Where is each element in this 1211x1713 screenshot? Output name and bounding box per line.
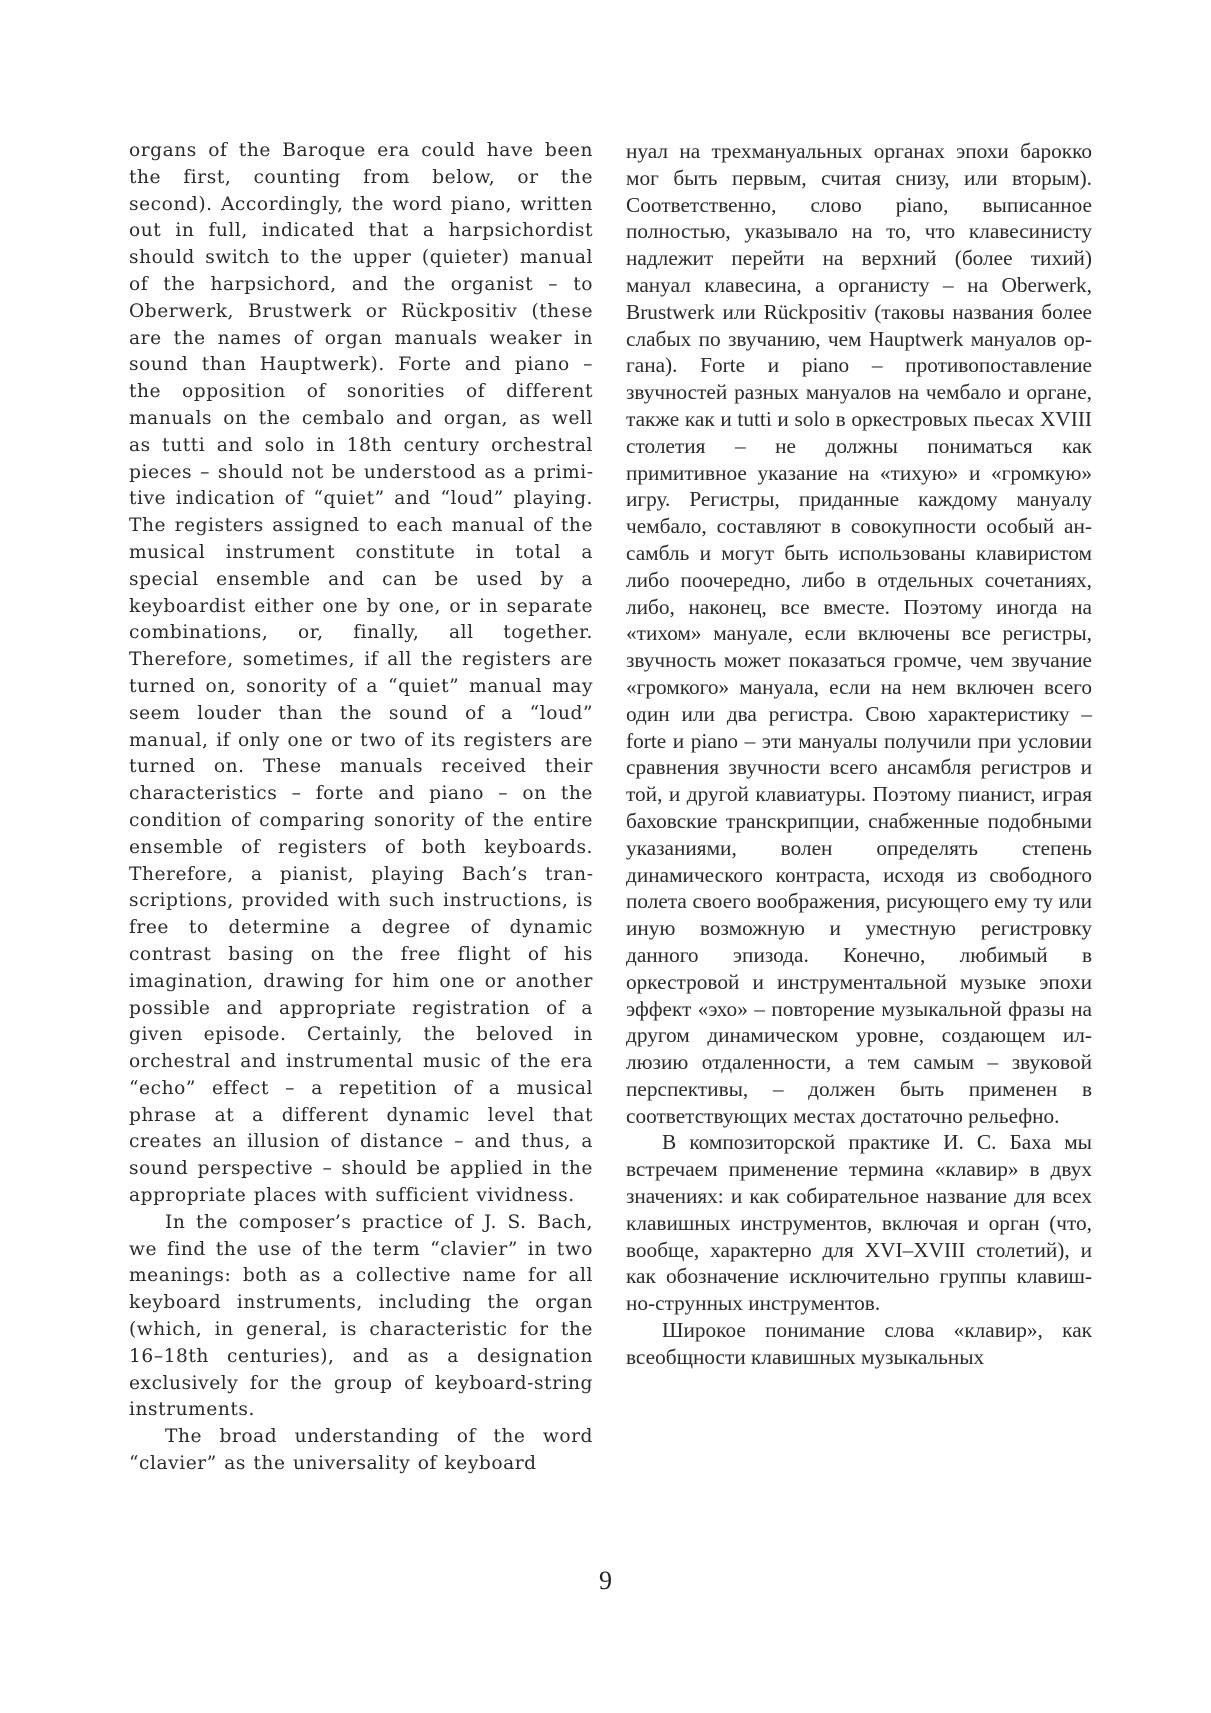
english-paragraph-1: organs of the Baroque era could have been the first, counting from below, or the second). Accordingly, the word piano, written out in full, indicated that a harpsichordist should switch to the upper (quieter) manual of the harpsichord, and the organist – to Oberwerk, Brustwerk or Rückpositiv (these are the names of organ manuals weaker in sound than Hauptwerk). Forte and piano – the opposition of sonorities of different manuals on the cembalo and organ, as well as tutti and solo in 18th century orchestral pieces – should not be understood as a primitive indication of “quiet” and “loud” playing. The registers assigned to each manual of the musical instrument constitute in total a special ensemble and can be used by a keyboardist either one by one, or in separate combinations, or, finally, all together. Therefore, sometimes, if all the registers are turned on, sonority of a “quiet” manual may seem louder than the sound of a “loud” manual, if only one or two of its registers are turned on. These manuals received their characteristics – forte and piano – on the condition of comparing sonority of the entire ensemble of registers of both keyboards. Therefore, a pianist, playing Bach’s transcriptions, provided with such instructions, is free to determine a degree of dynamic contrast basing on the free flight of his imagination, drawing for him one or another possible and appropriate registration of a given episode. Certainly, the beloved in orchestral and instrumental music of the era “echo” effect – a repetition of a musical phrase at a different dynamic level that creates an illusion of distance – and thus, a sound perspective – should be applied in the appropriate places with sufficient vividness.	[129, 140, 593, 1207]
russian-text-column	[626, 138, 1092, 1371]
russian-paragraph-3: Широкое понимание слова «клавир», как всеобщности клавишных музыкальных	[626, 1318, 1092, 1369]
russian-paragraph-2: В композиторской практике И. С. Баха мы встречаем применение термина «клавир» в двух значениях: и как собирательное название для всех клавишных инструментов, включая и орган (что, вообще, характерно для XVI–XVIII столетий), и как обозначение исключительно группы клавишно-струнных инструментов.	[626, 1130, 1092, 1316]
page-number: 9	[599, 1566, 612, 1595]
russian-paragraph-1: нуал на трехмануальных органах эпохи барокко мог быть первым, считая снизу, или вторым). Соответственно, слово piano, выписанное полностью, указывало на то, что клавесинисту надлежит перейти на верхний (более тихий) мануал клавесина, а органисту – на Oberwerk, Brustwerk или Rückpositiv (таковы названия более слабых по звучанию, чем Hauptwerk мануалов органа). Forte и piano – противопоставление звучностей разных мануалов на чембало и органе, также как и tutti и solo в оркестровых пьесах XVIII столетия – не должны пониматься как примитивное указание на «тихую» и «громкую» игру. Регистры, приданные каждому мануалу чембало, составляют в совокупности особый ансамбль и могут быть использованы клавиристом либо поочередно, либо в отдельных сочетаниях, либо, наконец, все вместе. Поэтому иногда на «тихом» мануале, если включены все регистры, звучность может показаться громче, чем звучание «громкого» мануала, если на нем включен всего один или два регистра. Свою характеристику – forte и piano – эти мануалы получили при условии сравнения звучности всего ансамбля регистров и той, и другой клавиатуры. Поэтому пианист, играя баховские транскрипции, снабженные подобными указаниями, волен определять степень динамического контраста, исходя из свободного полета своего воображения, рисующего ему ту или иную возможную и уместную регистровку данного эпизода. Конечно, любимый в оркестровой и инструментальной музыке эпохи эффект «эхо» – повторение музыкальной фразы на другом динамическом уровне, создающем иллюзию отдаленности, а тем самым – звуковой перспективы, – должен быть применен в соответствующих местах достаточно рельефно.	[626, 139, 1092, 1128]
english-paragraph-3: The broad understanding of the word “clavier” as the universality of keyboard	[129, 1426, 593, 1475]
english-paragraph-2: In the composer’s practice of J. S. Bach, we find the use of the term “clavier” in two meanings: both as a collective name for all keyboard instruments, including the organ (which, in general, is characteristic for the 16–18th centuries), and as a designation exclusively for the group of keyboard-string instruments.	[129, 1211, 593, 1421]
english-text-column	[129, 138, 593, 1478]
